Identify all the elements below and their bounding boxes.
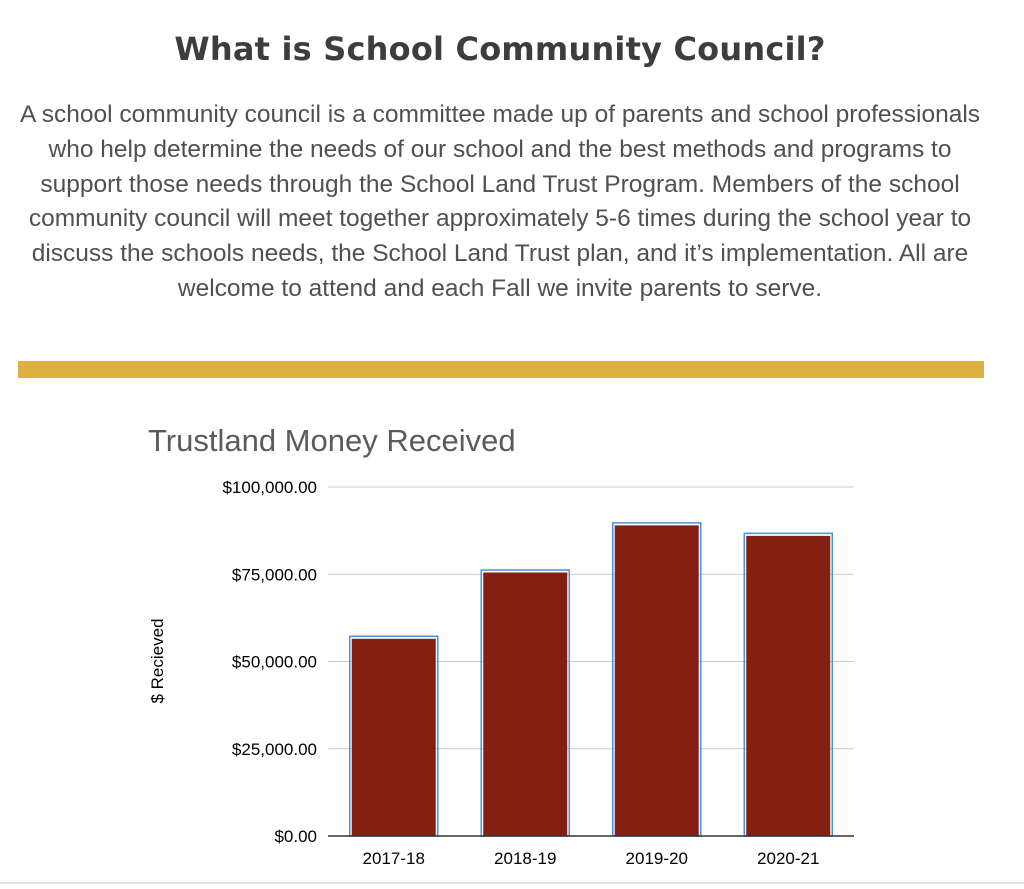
bar-2020-21 — [746, 536, 830, 836]
x-tick-label: 2019-20 — [625, 849, 688, 868]
trustland-chart — [0, 380, 1024, 880]
y-tick-label: $100,000.00 — [222, 478, 317, 497]
bottom-rule — [0, 882, 1024, 884]
x-tick-label: 2017-18 — [362, 849, 425, 868]
x-axis-ticks — [363, 849, 820, 868]
y-tick-label: $75,000.00 — [231, 565, 317, 585]
gold-divider — [18, 361, 984, 378]
bar-2019-20 — [615, 525, 699, 836]
bar-2018-19 — [483, 573, 567, 836]
y-tick-label: $25,000.00 — [231, 739, 317, 759]
y-tick-label: $50,000.00 — [231, 652, 317, 672]
x-tick-label: 2020-21 — [757, 849, 820, 868]
x-tick-label: 2018-19 — [494, 849, 557, 868]
y-tick-label: $0.00 — [274, 827, 317, 846]
bar-2017-18 — [352, 639, 436, 836]
chart-title: Trustland Money Received — [148, 423, 516, 458]
bars — [350, 523, 833, 836]
y-axis-label: $ Recieved — [148, 618, 167, 704]
y-axis-ticks — [222, 478, 317, 846]
intro-paragraph: A school community council is a committee made up of parents and school professionals who help determine the needs of our school and the best methods and programs to support those needs through the School Land Trust Program. Members of the school community council will meet together approximately 5-6 times during the school year to discuss the schools needs, the School Land Trust plan, and it’s implementation. All are welcome to attend and each Fall we invite parents to serve. — [19, 101, 981, 302]
page-title: What is School Community Council? — [174, 30, 826, 68]
